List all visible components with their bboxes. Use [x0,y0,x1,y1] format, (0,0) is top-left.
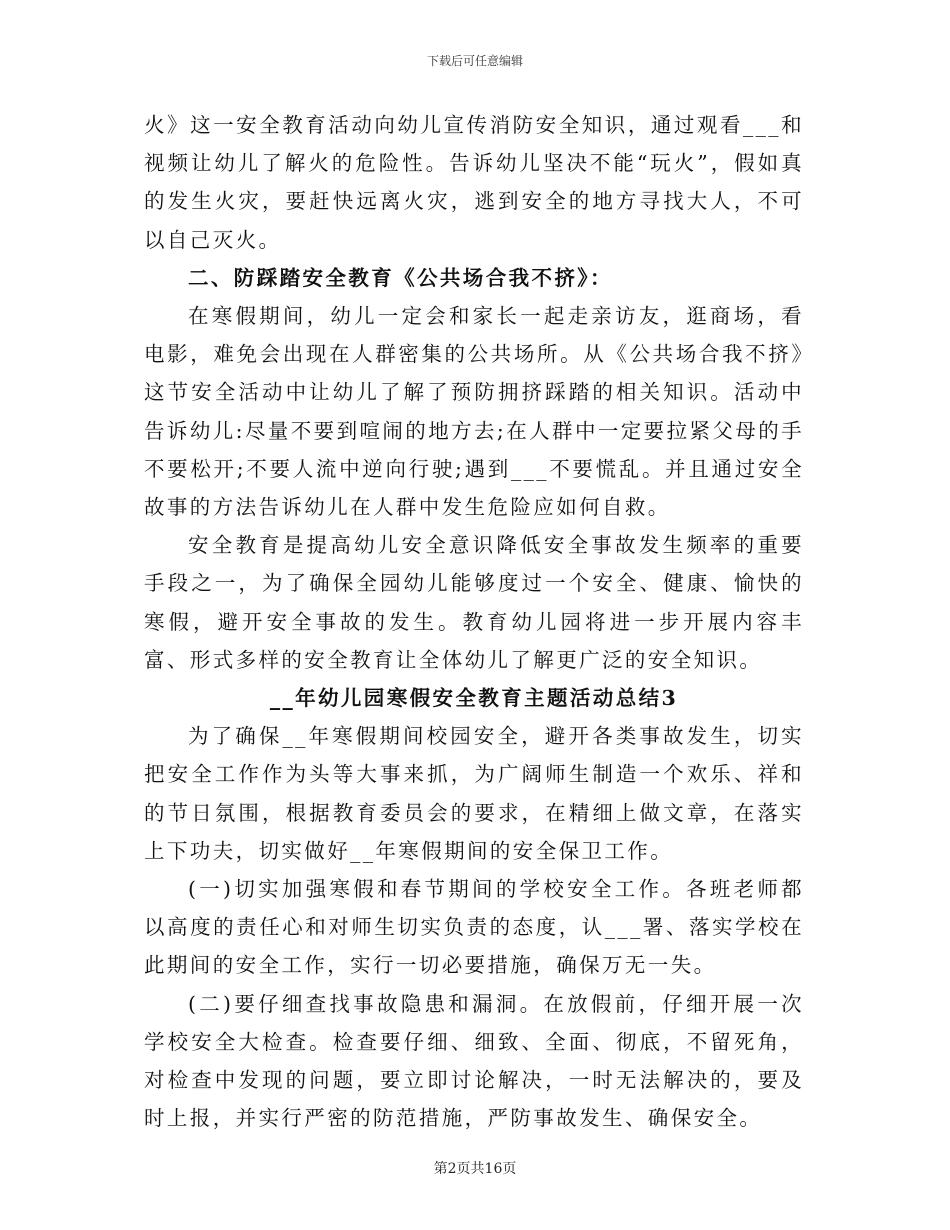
paragraph-item-2: (二)要仔细查找事故隐患和漏洞。在放假前，仔细开展一次学校安全大检查。检查要仔细、细致、全面、彻底，不留死角，对检查中发现的问题，要立即讨论解决，一时无法解决的，要及时上报，并实行严密的防范措施，严防事故发生、确保安全。 [144,991,804,1131]
paragraph-fire-safety: 火》这一安全教育活动向幼儿宣传消防安全知识，通过观看___和视频让幼儿了解火的危险性。告诉幼儿坚决不能“玩火”，假如真的发生火灾，要赶快远离火灾，逃到安全的地方寻找大人，不可以自己灭火。 [144,113,804,252]
document-body [144,106,804,1137]
page-number: 第2页共16页 [433,1161,517,1177]
paragraph-intro-summary-3: 为了确保__年寒假期间校园安全，避开各类事故发生，切实把安全工作作为头等大事来抓，为广阔师生制造一个欢乐、祥和的节日氛围，根据教育委员会的要求，在精细上做文章，在落实上下功夫，切实做好__年寒假期间的安全保卫工作。 [144,724,804,863]
document-title-summary-3: __年幼儿园寒假安全教育主题活动总结3 [269,686,679,711]
paragraph-safety-summary: 安全教育是提高幼儿安全意识降低安全事故发生频率的重要手段之一，为了确保全园幼儿能够度过一个安全、健康、愉快的寒假，避开安全事故的发生。教育幼儿园将进一步开展内容丰富、形式多样的安全教育让全体幼儿了解更广泛的安全知识。 [144,533,804,672]
section-heading-stampede: 二、防踩踏安全教育《公共场合我不挤》： [188,265,613,290]
paragraph-item-1: (一)切实加强寒假和春节期间的学校安全工作。各班老师都以高度的责任心和对师生切实负责的态度，认___署、落实学校在此期间的安全工作，实行一切必要措施，确保万无一失。 [144,877,804,978]
page-header-note: 下载后可任意编辑 [426,54,523,68]
paragraph-stampede: 在寒假期间，幼儿一定会和家长一起走亲访友，逛商场，看电影，难免会出现在人群密集的公共场所。从《公共场合我不挤》这节安全活动中让幼儿了解了预防拥挤踩踏的相关知识。活动中告诉幼儿:尽量不要到喧闹的地方去;在人群中一定要拉紧父母的手不要松开;不要人流中逆向行驶;遇到___不要慌乱。并且通过安全故事的方法告诉幼儿在人群中发生危险应如何自救。 [144,304,804,520]
